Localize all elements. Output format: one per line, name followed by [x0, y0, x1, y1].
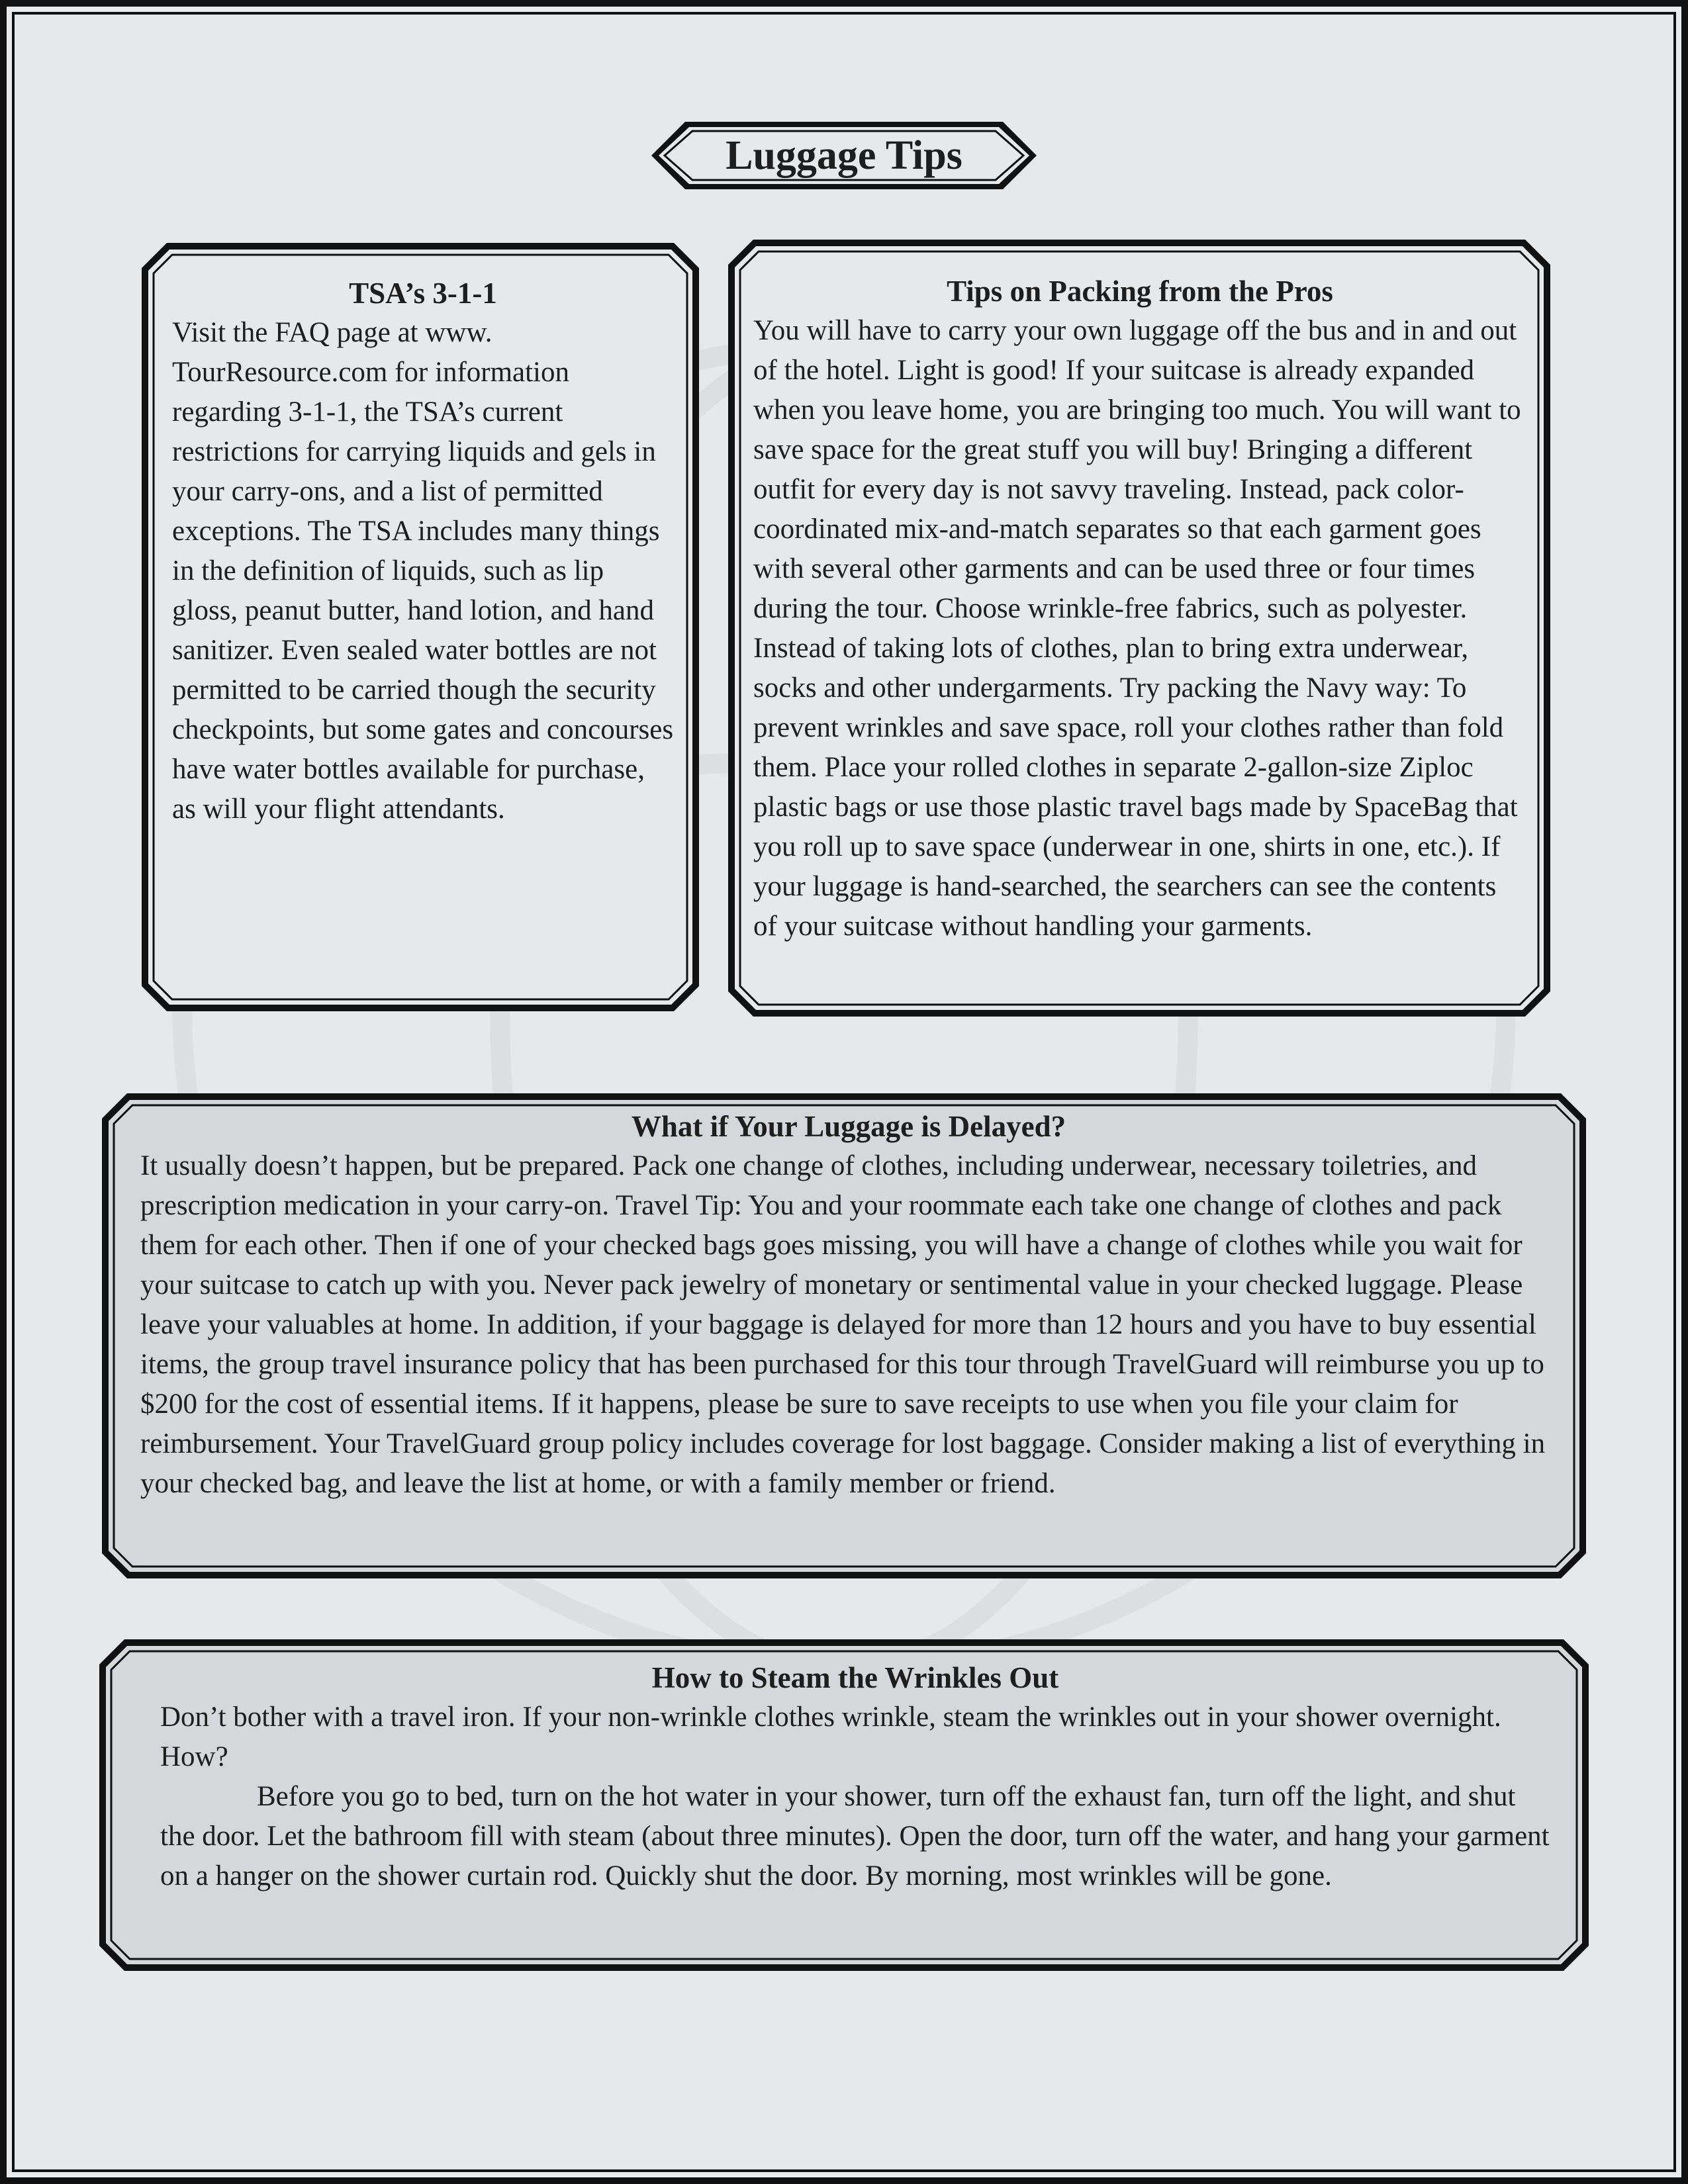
- panel-packing-title: Tips on Packing from the Pros: [947, 275, 1333, 308]
- panel-packing-body: You will have to carry your own luggage off the bus and in and out of the hotel. Light is good! If your suitcase is already expanded when you leave home, you are bringing too much. You will want to save space for the great stuff you will buy! Bringing a different outfit for every day is not savvy traveling. Instead, pack color-coordinated mix-and-match separates so that each garment goes with several other garments and can be used three or four times during the tour. Choose wrinkle-free fabrics, such as polyester. Instead of taking lots of clothes, plan to bring extra underwear, socks and other undergarments. Try packing the Navy way: To prevent wrinkles and save space, roll your clothes rather than fold them. Place your rolled clothes in separate 2-gallon-size Ziploc plastic bags or use those plastic travel bags made by SpaceBag that you roll up to save space (underwear in one, shirts in one, etc.). If your luggage is hand-searched, the searchers can see the contents of your suitcase without handling your garments.: [753, 315, 1521, 942]
- panel-steam-title: How to Steam the Wrinkles Out: [651, 1661, 1059, 1694]
- panel-steam-wrinkles: [98, 1638, 1590, 1972]
- panel-packing-tips: [727, 238, 1552, 1018]
- panel-steam-body-1: Don’t bother with a travel iron. If your non-wrinkle clothes wrinkle, steam the wrinkles out in your shower overnight. How?: [160, 1702, 1501, 1772]
- page-title: Luggage Tips: [726, 132, 962, 178]
- panel-tsa-body: Visit the FAQ page at www. TourResource.com for information regarding 3-1-1, the TSA’s current restrictions for carrying liquids and gels in your carry-ons, and a list of permitted exceptions. The TSA includes many things in the definition of liquids, such as lip gloss, peanut butter, hand lotion, and hand sanitizer. Even sealed water bottles are not permitted to be carried though the security checkpoints, but some gates and concourses have water bottles available for purchase, as will your flight attendants.: [172, 317, 674, 825]
- panel-delayed-content: [140, 1107, 1557, 1504]
- panel-tsa-title: TSA’s 3-1-1: [349, 277, 497, 310]
- panel-delayed-body: It usually doesn’t happen, but be prepared. Pack one change of clothes, including underwear, necessary toiletries, and prescription medication in your carry-on. Travel Tip: You and your roommate each take one change of clothes and pack them for each other. Then if one of your checked bags goes missing, you will have a change of clothes while you wait for your suitcase to catch up with you. Never pack jewelry of monetary or sentimental value in your checked luggage. Please leave your valuables at home. In addition, if your baggage is delayed for more than 12 hours and you have to buy essential items, the group travel insurance policy that has been purchased for this tour through TravelGuard will reimburse you up to $200 for the cost of essential items. If it happens, please be sure to save receipts to use when you file your claim for reimbursement. Your TravelGuard group policy includes coverage for lost baggage. Consider making a list of everything in your checked bag, and leave the list at home, or with a family member or friend.: [140, 1150, 1546, 1499]
- panel-delayed-luggage: [101, 1092, 1587, 1580]
- panel-delayed-title: What if Your Luggage is Delayed?: [631, 1110, 1066, 1143]
- panel-steam-content: [160, 1658, 1550, 1896]
- panel-steam-body-2: Before you go to bed, turn on the hot water in your shower, turn off the exhaust fan, turn off the light, and shut the door. Let the bathroom fill with steam (about three minutes). Open the door, turn off the water, and hang your garment on a hanger on the shower curtain rod. Quickly shut the door. By morning, most wrinkles will be gone.: [160, 1781, 1550, 1891]
- panel-tsa-311: [140, 242, 700, 1013]
